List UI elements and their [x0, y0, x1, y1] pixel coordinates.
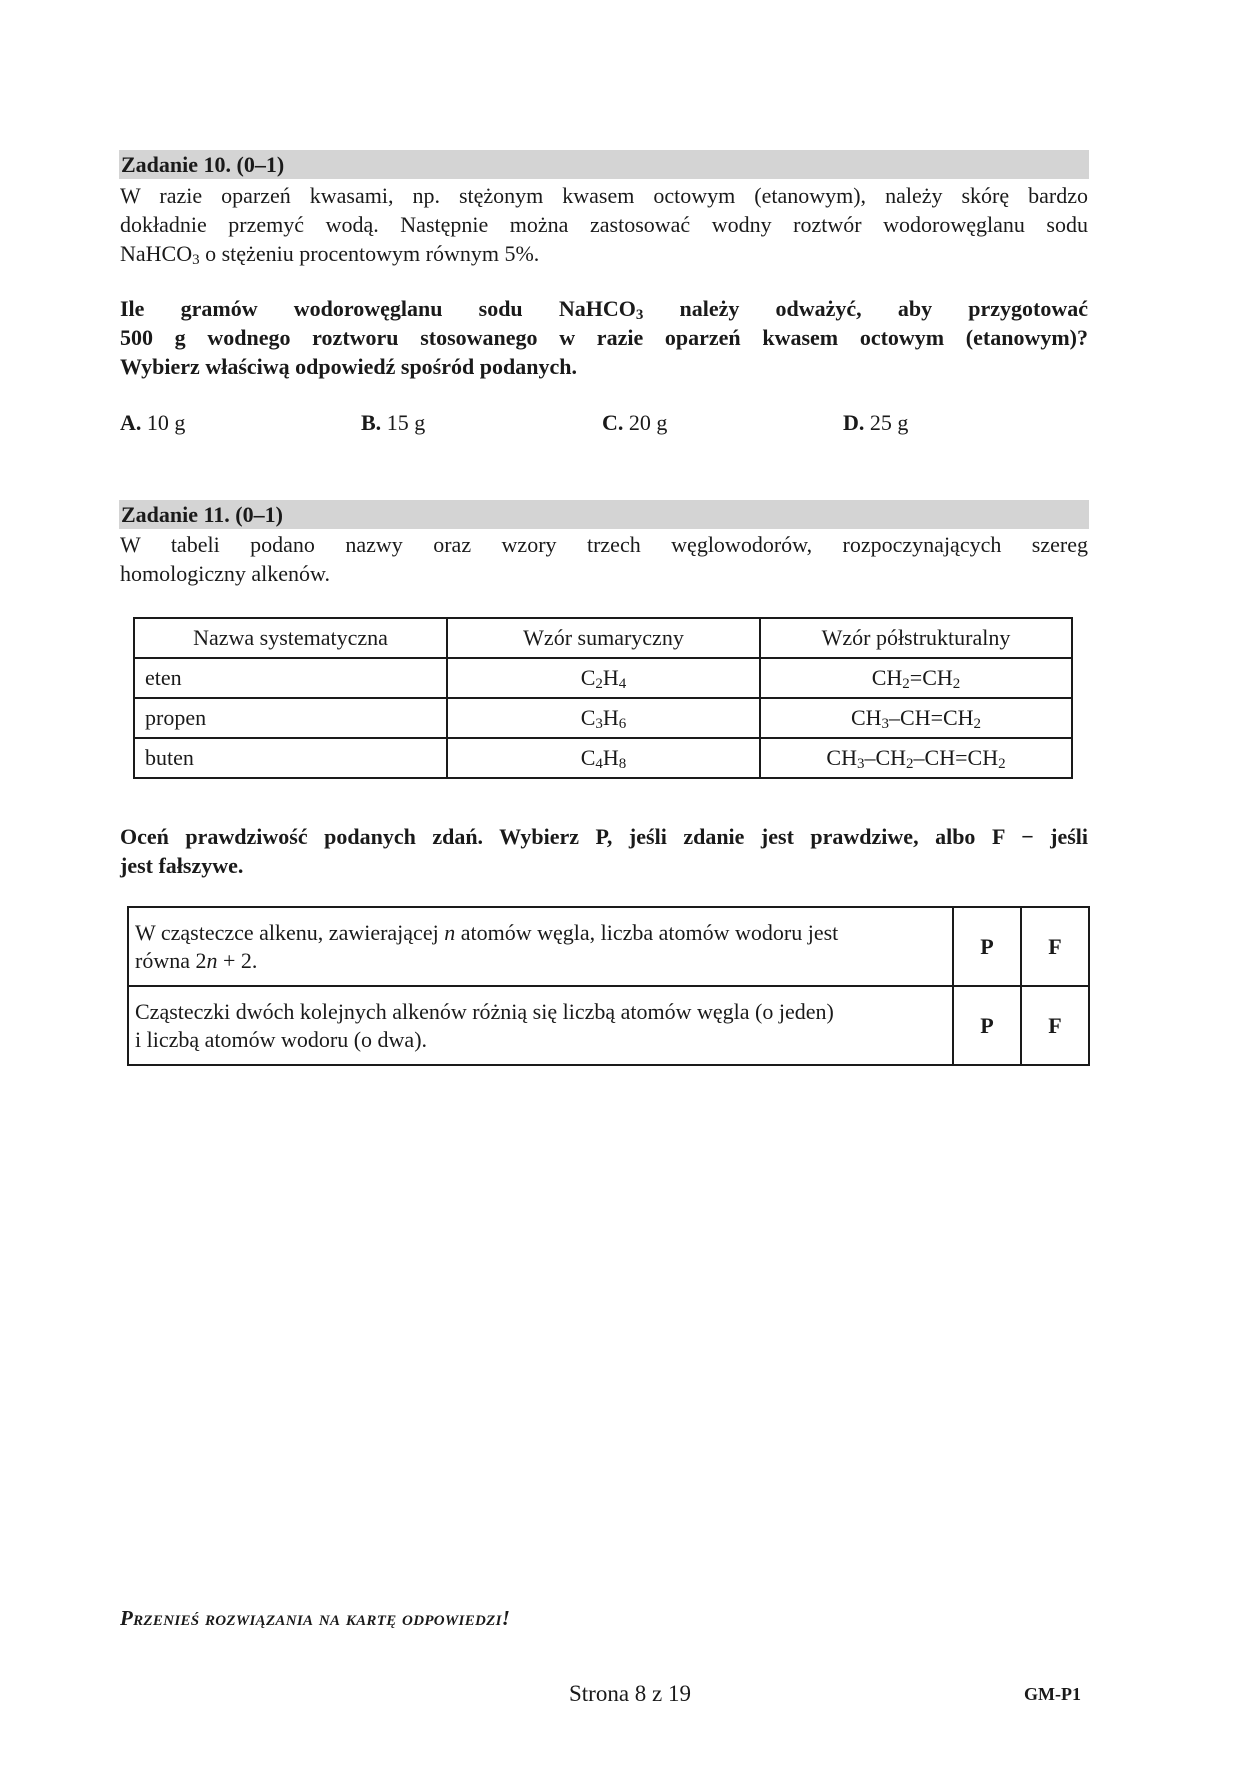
task-10-header: Zadanie 10. (0–1)	[119, 150, 1089, 179]
table-row	[134, 698, 1072, 738]
semi-formula-cell: $CH_3-CH_2-CH=CH_2$	[760, 738, 1072, 778]
statement-row	[128, 907, 1089, 986]
task-10-intro	[120, 181, 1088, 268]
task-11-intro-line: W tabeli podano nazwy oraz wzory trzech węglowodorów, rozpoczynających szereg	[120, 532, 1088, 557]
transfer-answers-note: Przenieś rozwiązania na kartę odpowiedzi!	[120, 1606, 511, 1630]
task-10-intro-line: NaHCO$_3$ o stężeniu procentowym równym 5%.	[120, 241, 540, 268]
name-cell: eten	[134, 658, 447, 698]
hydrocarbons-table	[133, 617, 1073, 779]
true-false-table	[127, 906, 1090, 1066]
instruction-line: jest fałszywe.	[120, 853, 244, 878]
column-header: Nazwa systematyczna	[134, 618, 447, 658]
option-true[interactable]: P	[953, 986, 1021, 1065]
table-row	[134, 658, 1072, 698]
name-cell: buten	[134, 738, 447, 778]
task-10-question-line: Ile gramów wodorowęglanu sodu NaHCO$_3$ należy odważyć, aby przygotować	[120, 296, 1088, 323]
answer-option-c[interactable]: C. 20 g	[602, 410, 668, 435]
table-header-row	[134, 618, 1072, 658]
answer-option-a[interactable]: A. 10 g	[120, 410, 186, 435]
task-11-intro-line: homologiczny alkenów.	[120, 561, 330, 586]
table-row	[134, 738, 1072, 778]
statement-row	[128, 986, 1089, 1065]
semi-formula-cell: $CH_2=CH_2$	[760, 658, 1072, 698]
task-10-answers	[120, 410, 1088, 442]
answer-option-d[interactable]: D. 25 g	[843, 410, 909, 435]
task-11-instruction	[120, 822, 1088, 880]
task-10-question-line: 500 g wodnego roztworu stosowanego w razie oparzeń kwasem octowym (etanowym)?	[120, 325, 1088, 350]
column-header: Wzór sumaryczny	[447, 618, 760, 658]
exam-code: GM-P1	[1024, 1684, 1081, 1704]
page-number: Strona 8 z 19	[568, 1681, 691, 1706]
formula-cell: $C_3H_6$	[447, 698, 760, 738]
option-true[interactable]: P	[953, 907, 1021, 986]
task-11-header: Zadanie 11. (0–1)	[119, 500, 1089, 529]
statement-text: Cząsteczki dwóch kolejnych alkenów różnią się liczbą atomów węgla (o jeden) i liczbą atomów wodoru (o dwa).	[128, 986, 953, 1065]
answer-option-b[interactable]: B. 15 g	[361, 410, 426, 435]
option-false[interactable]: F	[1021, 907, 1089, 986]
semi-formula-cell: $CH_3-CH=CH_2$	[760, 698, 1072, 738]
instruction-line: Oceń prawdziwość podanych zdań. Wybierz P, jeśli zdanie jest prawdziwe, albo F − jeśli	[120, 824, 1088, 849]
name-cell: propen	[134, 698, 447, 738]
formula-cell: $C_4H_8$	[447, 738, 760, 778]
statement-text: W cząsteczce alkenu, zawierającej n atomów węgla, liczba atomów wodoru jest równa 2n + 2.	[128, 907, 953, 986]
task-10-intro-line: W razie oparzeń kwasami, np. stężonym kwasem octowym (etanowym), należy skórę bardzo	[120, 183, 1088, 208]
task-10-intro-line: dokładnie przemyć wodą. Następnie można zastosować wodny roztwór wodorowęglanu sodu	[120, 212, 1088, 237]
option-false[interactable]: F	[1021, 986, 1089, 1065]
formula-cell: $C_2H_4$	[447, 658, 760, 698]
task-11-intro	[120, 530, 1088, 588]
column-header: Wzór półstrukturalny	[760, 618, 1072, 658]
task-10-question	[120, 294, 1088, 381]
task-10-question-line: Wybierz właściwą odpowiedź spośród podanych.	[120, 354, 577, 379]
